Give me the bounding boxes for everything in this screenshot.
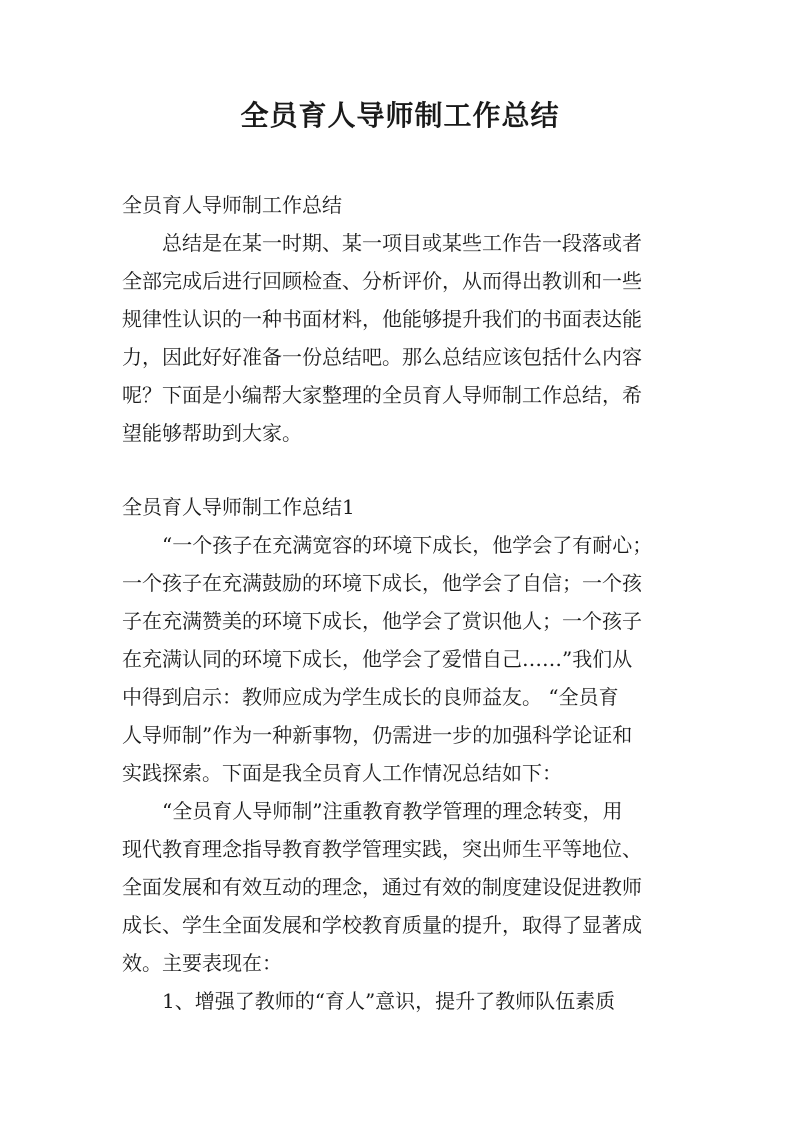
paragraph-line: 成长、学生全面发展和学校教育质量的提升，取得了显著成 [122, 913, 642, 937]
paragraph-line: 全面发展和有效互动的理念，通过有效的制度建设促进教师 [122, 875, 642, 899]
intro-line: 总结是在某一时期、某一项目或某些工作告一段落或者 [162, 231, 642, 255]
intro-line: 望能够帮助到大家。 [122, 421, 302, 445]
paragraph-line: 实践探索。下面是我全员育人工作情况总结如下： [122, 761, 562, 785]
intro-line: 规律性认识的一种书面材料，他能够提升我们的书面表达能 [122, 307, 642, 331]
intro-line: 力，因此好好准备一份总结吧。那么总结应该包括什么内容 [122, 345, 642, 369]
paragraph-line: 中得到启示：教师应成为学生成长的良师益友。 “全员育 [122, 685, 619, 709]
paragraph-line: 效。主要表现在： [122, 951, 282, 975]
document-body [122, 186, 682, 1020]
paragraph-gap [122, 452, 682, 488]
paragraph-line: 一个孩子在充满鼓励的环境下成长，他学会了自信；一个孩 [122, 571, 642, 595]
paragraph-line: 子在充满赞美的环境下成长，他学会了赏识他人；一个孩子 [122, 609, 642, 633]
intro-line: 呢？下面是小编帮大家整理的全员育人导师制工作总结，希 [122, 383, 642, 407]
intro-heading: 全员育人导师制工作总结 [122, 193, 342, 217]
paragraph-line: “全员育人导师制”注重教育教学管理的理念转变，用 [162, 799, 623, 823]
paragraph-line: 人导师制”作为一种新事物，仍需进一步的加强科学论证和 [122, 723, 633, 747]
paragraph-line: 现代教育理念指导教育教学管理实践，突出师生平等地位、 [122, 837, 642, 861]
section-heading: 全员育人导师制工作总结1 [122, 495, 355, 519]
paragraph-line: 在充满认同的环境下成长，他学会了爱惜自己……”我们从 [122, 647, 633, 671]
numbered-point: 1、增强了教师的“育人”意识，提升了教师队伍素质 [162, 989, 616, 1013]
document-title: 全员育人导师制工作总结 [240, 99, 560, 132]
paragraph-line: “一个孩子在充满宽容的环境下成长，他学会了有耐心； [162, 533, 653, 557]
intro-line: 全部完成后进行回顾检查、分析评价，从而得出教训和一些 [122, 269, 642, 293]
